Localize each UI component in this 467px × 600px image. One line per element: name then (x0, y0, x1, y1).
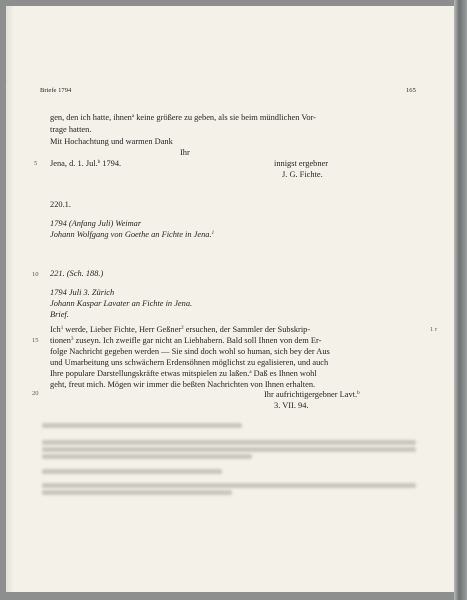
page-number: 165 (406, 87, 416, 94)
entry-title: Johann Kaspar Lavater an Fichte in Jena. (50, 299, 193, 308)
letter-line: und Umarbeitung uns schwächern Erdensöhnen möglichst zu egalisieren, und auch (50, 358, 329, 367)
text-line: Ihr (180, 148, 190, 157)
signature: J. G. Fichte. (282, 170, 323, 179)
letter-line: folge Nachricht gegeben werden — Sie sind doch wohl so human, sich bey der Aus (50, 347, 330, 356)
book-edge (454, 0, 467, 600)
line-number: 20 (32, 390, 39, 397)
letter-line: tionen$^3$ zuseyn. Ich zweifle gar nicht an Liebhabern. Bald soll Ihnen von dem Er- (50, 336, 322, 345)
folio-marker: 1 r (430, 326, 438, 333)
entry-kind: Brief. (50, 310, 69, 319)
text-line: gen, den ich hatte, ihnen$^a$ keine größere zu geben, als sie beim mündlichen Vor- (50, 113, 316, 122)
entry-number: 220.1. (50, 200, 71, 209)
letter-date: 3. VII. 94. (274, 401, 309, 410)
closing: innigst ergebner (274, 159, 329, 168)
entry-title: Johann Wolfgang von Goethe an Fichte in Jena.$^1$ (50, 230, 215, 239)
place-date: Jena, d. 1. Jul.$^b$ 1794. (50, 159, 122, 168)
entry-number: 221. (Sch. 188.) (50, 269, 104, 278)
page-gutter-shadow (6, 6, 14, 592)
text-line: trage hatten. (50, 125, 92, 134)
entry-date-line: 1794 Juli 3. Zürich (50, 288, 115, 297)
letter-line: geht, freut mich. Mögen wir immer die beßten Nachrichten von Ihnen erhalten. (50, 380, 316, 389)
text-line: Mit Hochachtung und warmen Dank (50, 137, 173, 146)
letter-line: Ich$^1$ werde, Lieber Fichte, Herr Geßner$^2$ ersuchen, der Sammler der Subskrip- (50, 325, 311, 334)
book-page (6, 6, 454, 592)
running-header: Briefe 1794 (40, 87, 72, 94)
letter-line: Ihre populare Darstellungskräfte etwas mitspielen zu laßen.$^a$ Daß es Ihnen wohl (50, 369, 317, 378)
line-number: 10 (32, 271, 39, 278)
edge-mark: · (6, 78, 9, 85)
entry-date-line: 1794 (Anfang Juli) Weimar (50, 219, 142, 228)
letter-closing: Ihr aufrichtigergebner Lavt.$^b$ (264, 390, 360, 399)
line-number: 15 (32, 337, 39, 344)
line-number: 5 (34, 160, 38, 167)
